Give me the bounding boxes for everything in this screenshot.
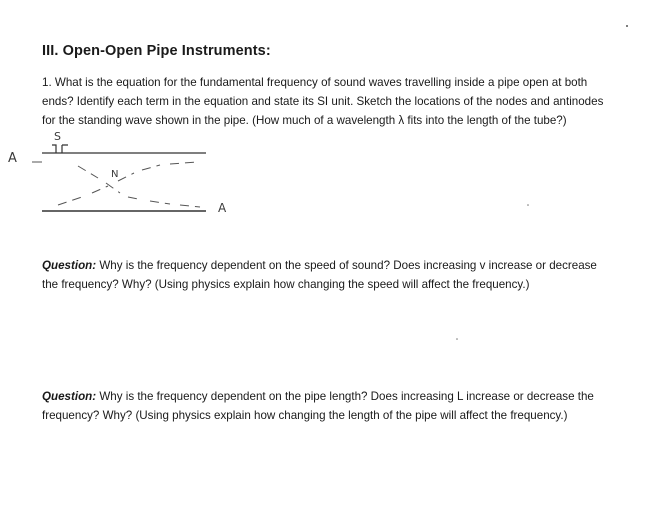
antinode-label-right: A bbox=[218, 201, 227, 215]
question-2-line: the frequency? Why? (Using physics explain how changing the speed will affect the frequency.) bbox=[42, 278, 530, 291]
question-3-text: Why is the frequency dependent on the pipe length? Does increasing L increase or decrease the bbox=[96, 390, 594, 403]
source-label: S bbox=[54, 130, 61, 143]
scan-speck bbox=[456, 338, 458, 340]
question-3-line bbox=[42, 387, 632, 406]
question-3-line: frequency? Why? (Using physics explain how changing the length of the pipe will affect the frequency.) bbox=[42, 409, 568, 422]
question-1-line: 1. What is the equation for the fundamental frequency of sound waves travelling inside a pipe open at both bbox=[42, 76, 588, 89]
question-label: Question: bbox=[42, 259, 97, 272]
source-tube-icon bbox=[52, 145, 68, 153]
wave-curve-up bbox=[58, 162, 198, 205]
question-2-line bbox=[42, 256, 632, 275]
node-label: N bbox=[111, 169, 119, 180]
question-2-text: Why is the frequency dependent on the speed of sound? Does increasing v increase or decrease bbox=[96, 259, 597, 272]
section-heading: III. Open-Open Pipe Instruments: bbox=[42, 43, 271, 59]
question-3 bbox=[42, 387, 632, 425]
question-1-line: for the standing wave shown in the pipe. (How much of a wavelength λ fits into the length of the tube?) bbox=[42, 114, 567, 127]
antinode-label-left: A bbox=[8, 151, 17, 166]
question-label: Question: bbox=[42, 390, 97, 403]
question-1-line: ends? Identify each term in the equation and state its SI unit. Sketch the locations of the nodes and antinodes bbox=[42, 95, 604, 108]
question-2 bbox=[42, 256, 632, 294]
scan-speck bbox=[626, 25, 628, 27]
wave-curve-down bbox=[78, 166, 200, 207]
scan-speck bbox=[527, 204, 529, 206]
